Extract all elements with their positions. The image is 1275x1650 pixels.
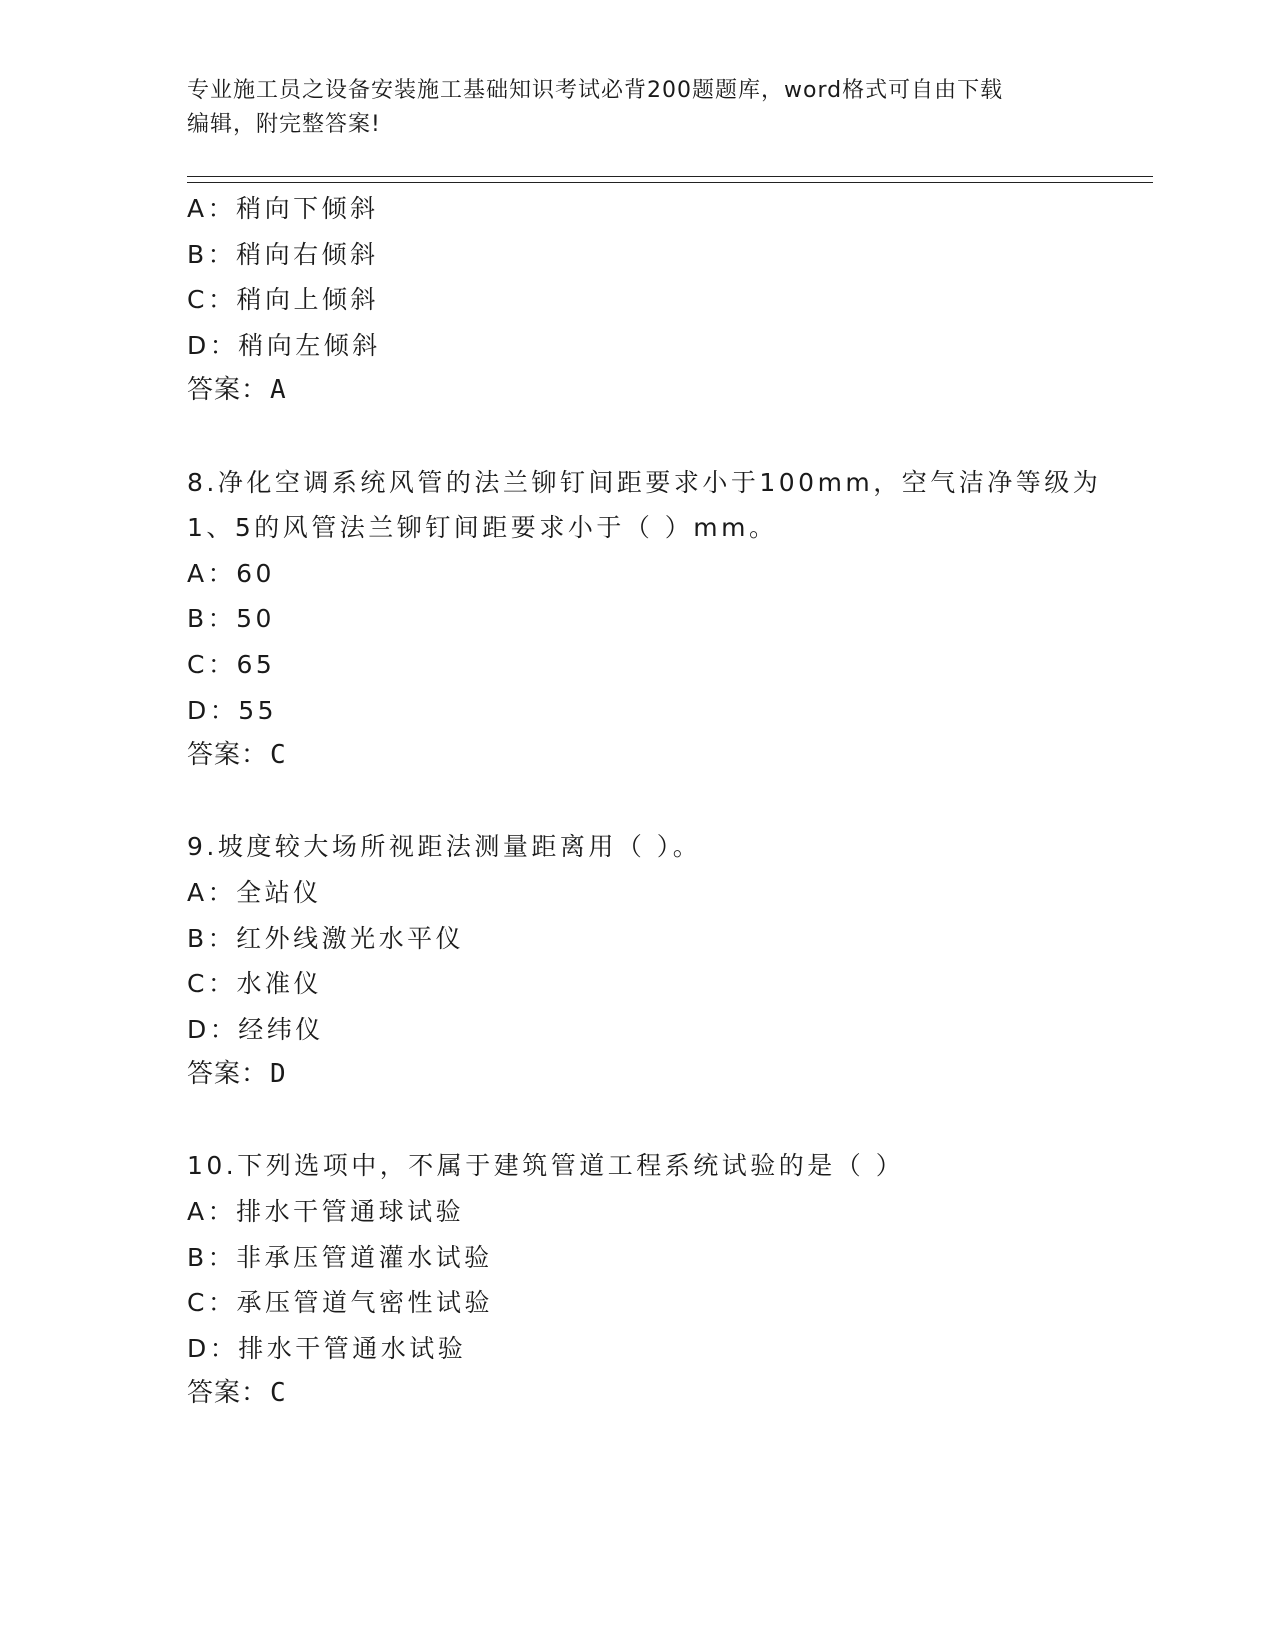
answer-line [187, 733, 1087, 779]
option-b: B：非承压管道灌水试验 [187, 1242, 493, 1272]
document-header [187, 74, 1067, 142]
option-c: C：稍向上倾斜 [187, 285, 379, 315]
question-text-line-1: 8.净化空调系统风管的法兰铆钉间距要求小于100mm，空气洁净等级为 [187, 467, 1102, 497]
header-title-line-2: 编辑，附完整答案! [187, 112, 381, 137]
option-a: A：全站仪 [187, 877, 322, 907]
option-c: C：水准仪 [187, 969, 322, 999]
question-list [187, 186, 1102, 1417]
answer-value: D [270, 1059, 287, 1090]
answer-value: A [270, 375, 287, 406]
question-9-block [187, 824, 1087, 1098]
option-d: D：稍向左倾斜 [187, 330, 381, 360]
header-title-line-1: 专业施工员之设备安装施工基础知识考试必背200题题库，word格式可自由下载 [187, 78, 1004, 103]
answer-value: C [270, 1378, 287, 1409]
answer-line [187, 1052, 1087, 1098]
header-divider-bottom [187, 182, 1153, 183]
answer-line [187, 368, 1087, 414]
option-b: B：50 [187, 604, 275, 634]
question-text-line-1: 10.下列选项中，不属于建筑管道工程系统试验的是（ ） [187, 1151, 905, 1181]
question-text-line-2: 1、5的风管法兰铆钉间距要求小于（ ）mm。 [187, 513, 778, 543]
answer-label: 答案： [187, 375, 269, 406]
header-divider-top [187, 176, 1153, 177]
question-7-block [187, 186, 1087, 414]
answer-label: 答案： [187, 1059, 269, 1090]
option-d: D：排水干管通水试验 [187, 1333, 467, 1363]
option-c: C：承压管道气密性试验 [187, 1288, 493, 1318]
option-a: A：排水干管通球试验 [187, 1197, 465, 1227]
option-c: C：65 [187, 649, 276, 679]
spacer [187, 779, 1087, 825]
option-a: A：稍向下倾斜 [187, 194, 379, 223]
option-a: A：60 [187, 558, 275, 588]
answer-value: C [270, 740, 287, 771]
option-d: D：55 [187, 695, 278, 725]
answer-line [187, 1371, 1087, 1417]
question-10-block [187, 1143, 1087, 1417]
question-text-line-1: 9.坡度较大场所视距法测量距离用（ ）。 [187, 832, 702, 862]
answer-label: 答案： [187, 740, 269, 771]
option-b: B：红外线激光水平仪 [187, 923, 465, 953]
question-8-block [187, 460, 1102, 779]
spacer [187, 414, 1087, 460]
spacer [187, 1098, 1087, 1144]
option-d: D：经纬仪 [187, 1014, 324, 1044]
option-b: B：稍向右倾斜 [187, 239, 379, 269]
answer-label: 答案： [187, 1378, 269, 1409]
